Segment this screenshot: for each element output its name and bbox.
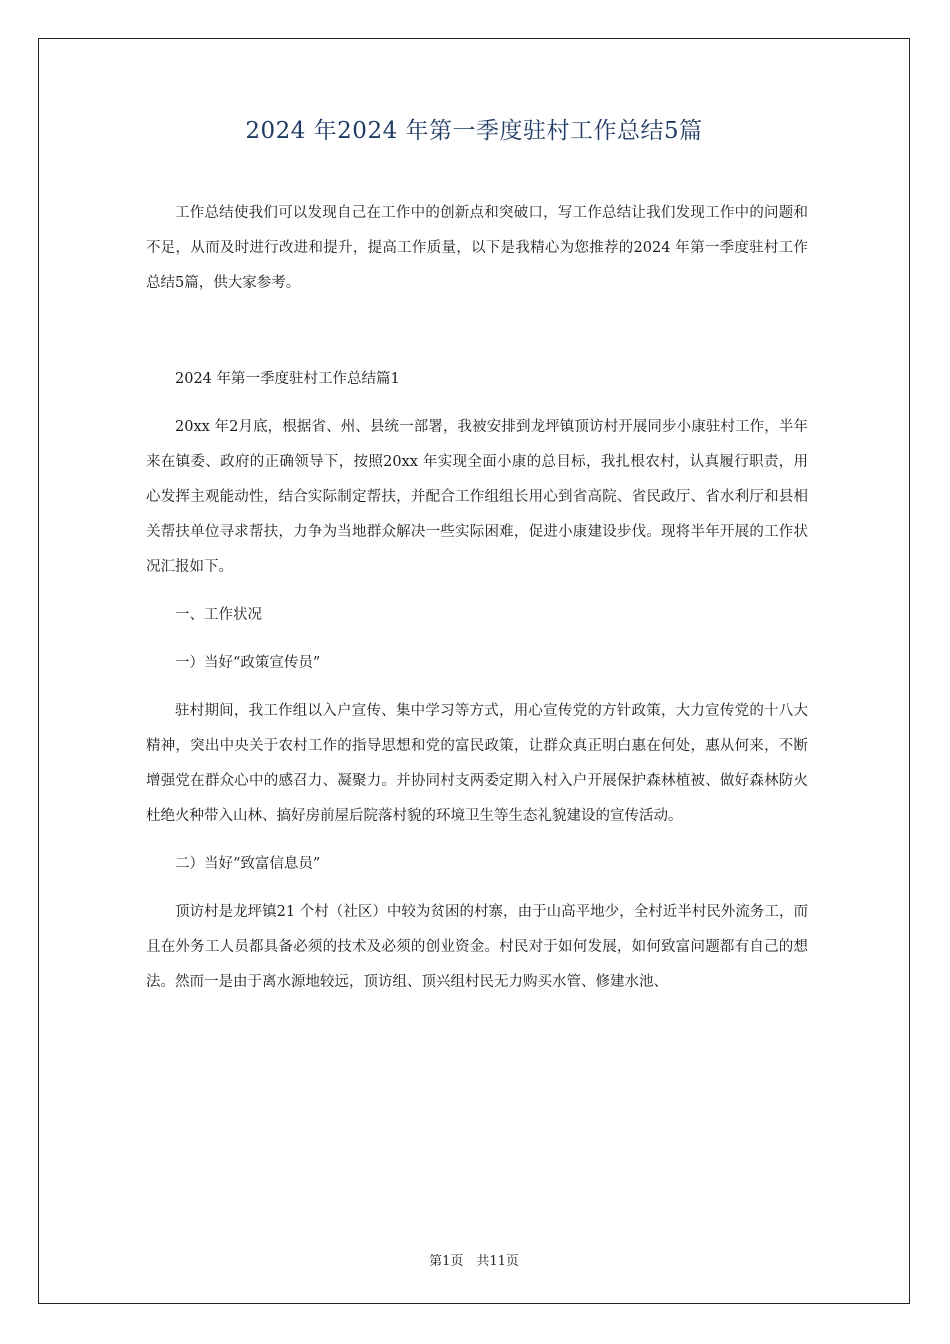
page-number: 第1页 共11页 — [429, 1254, 519, 1269]
heading-info-officer: 二）当好“致富信息员” — [175, 856, 321, 872]
body-paragraph-1: 20xx 年2月底，根据省、州、县统一部署，我被安排到龙坪镇顶访村开展同步小康驻村工作，半年来在镇委、政府的正确领导下，按照20xx 年实现全面小康的总目标，我扎根农村，认真履行职责，用心发挥主观能动性，结合实际制定帮扶，并配合工作组组长用心到省高院、省民政厅、省水利厅和县相关帮扶单位寻求帮扶，力争为当地群众解决一些实际困难，促进小康建设步伐。现将半年开展的工作状况汇报如下。 — [146, 419, 808, 575]
document-title: 2024 年2024 年第一季度驻村工作总结5篇 — [245, 118, 703, 144]
heading-policy-promoter: 一）当好“政策宣传员” — [175, 655, 321, 671]
section-title: 2024 年第一季度驻村工作总结篇1 — [175, 371, 400, 387]
intro-paragraph: 工作总结使我们可以发现自己在工作中的创新点和突破口，写工作总结让我们发现工作中的问题和不足，从而及时进行改进和提升，提高工作质量，以下是我精心为您推荐的2024 年第一季度驻村工作总结5篇，供大家参考。 — [146, 205, 808, 291]
section-spacer — [146, 314, 808, 362]
document-body — [146, 196, 808, 1013]
heading-work-status: 一、工作状况 — [175, 607, 262, 623]
body-paragraph-3: 顶访村是龙坪镇21 个村（社区）中较为贫困的村寨，由于山高平地少，全村近半村民外流务工，而且在外务工人员都具备必须的技术及必须的创业资金。村民对于如何发展，如何致富问题都有自己的想法。然而一是由于离水源地较远，顶访组、顶兴组村民无力购买水管、修建水池、 — [146, 904, 808, 990]
body-paragraph-2: 驻村期间，我工作组以入户宣传、集中学习等方式，用心宣传党的方针政策，大力宣传党的十八大精神，突出中央关于农村工作的指导思想和党的富民政策，让群众真正明白惠在何处，惠从何来，不断增强党在群众心中的感召力、凝聚力。并协同村支两委定期入村入户开展保护森林植被、做好森林防火杜绝火种带入山林、搞好房前屋后院落村貌的环境卫生等生态礼貌建设的宣传活动。 — [146, 703, 808, 824]
